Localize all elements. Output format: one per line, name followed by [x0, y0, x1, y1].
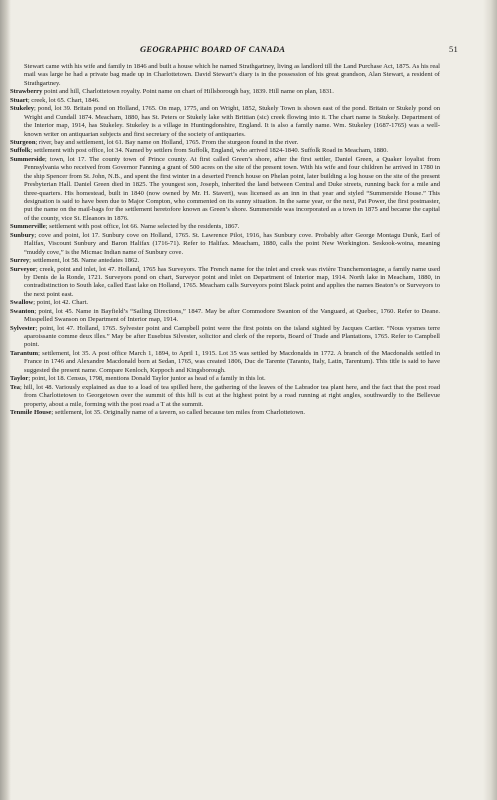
entry-name: Swallow	[10, 299, 34, 307]
running-header	[48, 44, 458, 58]
entry-name: Suffolk	[10, 147, 31, 155]
entry-text: ; point, lot 47. Holland, 1765. Sylvester point and Campbell point were the first points on the island sighted by Jacques Cartier. “Nous vysmes terre aparoissante comme deux illes.” May be after Eusebius Silvester, solicitor and clerk of the reports, Board of Trade and Plantations, 1765. Refer to Campbell point.	[24, 324, 440, 349]
gazetteer-text	[10, 63, 440, 417]
entry-text: ; settlement, lot 35. Originally name of a tavern, so called because ten miles from Charlottetown.	[51, 408, 306, 416]
entry-name: Tea	[10, 383, 20, 391]
entry-text: ; point, lot 45. Name in Bayfield’s “Sailing Directions,” 1847. May be after Commodore Swanton of the Vanguard, at Quebec, 1760. Refer to Deane. Misspelled Swanson on Department of Interior map, 1914.	[24, 307, 440, 324]
gazetteer-entry-tarantum	[10, 350, 440, 375]
gazetteer-entry-stuart	[10, 97, 440, 105]
entry-name: Surrey	[10, 257, 30, 265]
gazetteer-entry-suffolk	[10, 147, 440, 155]
entry-text: ; creek, lot 65. Chart, 1846.	[27, 96, 100, 104]
gazetteer-entry-sunbury	[10, 232, 440, 257]
gazetteer-entry-surveyor	[10, 266, 440, 300]
entry-name: Sunbury	[10, 231, 35, 239]
entry-text: ; settlement, lot 35. A post office March 1, 1894, to April 1, 1915. Lot 35 was settled by Macdonalds in 1772. A branch of the Macdonalds settled in France in 1746 and Alexandre Macdonald born at Sedan, 1765, was created 1806, Duc de Tarente (Taranto, Italy, Latin, Tarentum). This title is said to have suggested the present name. Compare Kenloch, Keppoch and Kingsborough.	[24, 349, 440, 374]
entry-name: Sturgeon	[10, 138, 36, 146]
entry-name: Stuart	[10, 96, 28, 104]
entry-text: ; point, lot 18. Census, 1798, mentions Donald Taylor junior as head of a family in this lot.	[28, 375, 266, 383]
entry-text: ; settlement, lot 58. Name antedates 1862.	[29, 257, 140, 265]
gazetteer-entry-tenmile-house	[10, 409, 440, 417]
entry-name: Summerside	[10, 155, 45, 163]
entry-text: ; cove and point, lot 17. Sunbury cove on Holland, 1765. St. Lawrence Pilot, 1916, has Sunbury cove. Probably after George Montagu Dunk, Earl of Halifax, Viscount Sunbury and Baron Halifax (1716-71). Refer to Halifax. Meacham, 1880, calls the point New Workington. Seskook-woina, meaning “muddy cove,” is the Micmac Indian name of Sunbury cove.	[24, 231, 440, 256]
gazetteer-entry-sylvester	[10, 325, 440, 350]
entry-text: ; settlement with post office, lot 34. Named by settlers from Suffolk, England, who arrived 1824-1840. Suffolk Road in Meacham, 1880.	[30, 147, 389, 155]
gazetteer-entry-swanton	[10, 308, 440, 325]
entry-text: point and hill, Charlottetown royalty. Point name on chart of Hillsborough bay, 1839. Hill name on plan, 1831.	[42, 88, 334, 96]
entry-text: Stewart came with his wife and family in 1846 and built a house which he named Strathgartney, living as landlord till the Land Purchase Act, 1875. As his real mail was large he had a private bag made up in Charlottetown. David Stewart’s diary is in the possession of his great grandson, Alan Stewart, a resident of Strathgartney.	[24, 63, 440, 87]
gazetteer-entry-summerside	[10, 156, 440, 224]
entry-text: ; town, lot 17. The county town of Prince county. At first called Green’s shore, after the first settler, Daniel Green, a Quaker loyalist from Pennsylvania who received from Governor Fanning a grant of 500 acres on the site of the present town. With his wife and four children he arrived in 1780 in the ship Spencer from St. John, N.B., and spent the first winter in a deserted French house on Phelan point, later building a log house on the site of the present Presbyterian Hall. Daniel Green died in 1825. The youngest son, Joseph, inherited the land between Central and Duke streets, running back for a mile and three-quarters. His homestead, built in 1840 (now owned by Mr. H. Stavert), was licensed as an inn in that year and styled “Summerside House.” This designation is said to have been due to Major Compton, who commented on its sunny situation. In the same year, or the next, Pat Power, the first postmaster, put the name on the mail-bags for the settlement heretofore known as Green’s shore. Summerside was incorporated as a town in 1875 and became the capital of the county, vice St. Eleanors in 1876.	[24, 155, 440, 222]
page-number: 51	[449, 44, 458, 54]
entry-name: Stukeley	[10, 105, 35, 113]
gazetteer-entry-sturgeon	[10, 139, 440, 147]
entry-name: Surveyor	[10, 265, 36, 273]
entry-text: ; pond, lot 39. Britain pond on Holland, 1765. On map, 1775, and on Wright, 1852, Stukely Town is shown east of the pond. Britain or Stukely pond on Wright and Cundall 1874. Meacham, 1880, has St. Peters or Stukely lake with Brittian (sic) creek flowing into it. The chart name is Stukely. Department of the Interior map, 1914, has Stukeley. Stukeley is a village in Huntingdonshire, England. It is also a family name. Wm. Stukeley (1687-1765) was a well-known writer on antiquarian subjects and first secretary of the society of antiquaries.	[24, 105, 440, 138]
gazetteer-entry-tea	[10, 384, 440, 409]
entry-name: Tarantum	[10, 349, 39, 357]
entry-text: ; river, bay and settlement, lot 61. Bay name on Holland, 1765. From the sturgeon found in the river.	[35, 138, 299, 146]
entry-name: Swanton	[10, 307, 35, 315]
entry-name: Sylvester	[10, 324, 36, 332]
entry-name: Strawberry	[10, 88, 43, 96]
entry-name: Tenmile House	[10, 408, 52, 416]
gazetteer-entry-swallow	[10, 299, 440, 307]
page-edge	[483, 0, 497, 800]
entry-text: ; settlement with post office, lot 66. Name selected by the residents, 1867.	[45, 223, 240, 231]
gazetteer-entry-continuation	[10, 63, 440, 88]
gazetteer-entry-summerville	[10, 223, 440, 231]
gazetteer-entry-taylor	[10, 375, 440, 383]
entry-text: ; hill, lot 48. Variously explained as due to a load of tea spilled here, the gathering of the leaves of the Labrador tea plant here, and the fact that the post road from Charlottetown to Georgetown over the summit of this hill is cut at the highest point by a road running at right angles, southwardly to the Bellevue property, about a mile, forming with the post road a T at the summit.	[19, 383, 440, 408]
entry-name: Taylor	[10, 375, 29, 383]
entry-text: ; creek, point and inlet, lot 47. Holland, 1765 has Surveyors. The French name for the inlet and creek was rivière Tranchemontagne, a family name used by Denis de la Ronde, 1721. Surveyors pond on chart, Surveyor point and inlet on Department of Interior map, 1914. North lake in Meacham, 1880, in contradistinction to South lake, called East lake on Holland, 1765. Meacham calls Surveyors point Black point and applies the names Beaton’s or Surveyors to the next point east.	[24, 265, 440, 298]
entry-name: Summerville	[10, 223, 46, 231]
gazetteer-entry-surrey	[10, 257, 440, 265]
gazetteer-entry-stukeley	[10, 105, 440, 139]
entry-text: ; point, lot 42. Chart.	[33, 299, 89, 307]
gazetteer-entry-strawberry	[10, 88, 440, 96]
running-title: GEOGRAPHIC BOARD OF CANADA	[140, 44, 286, 54]
